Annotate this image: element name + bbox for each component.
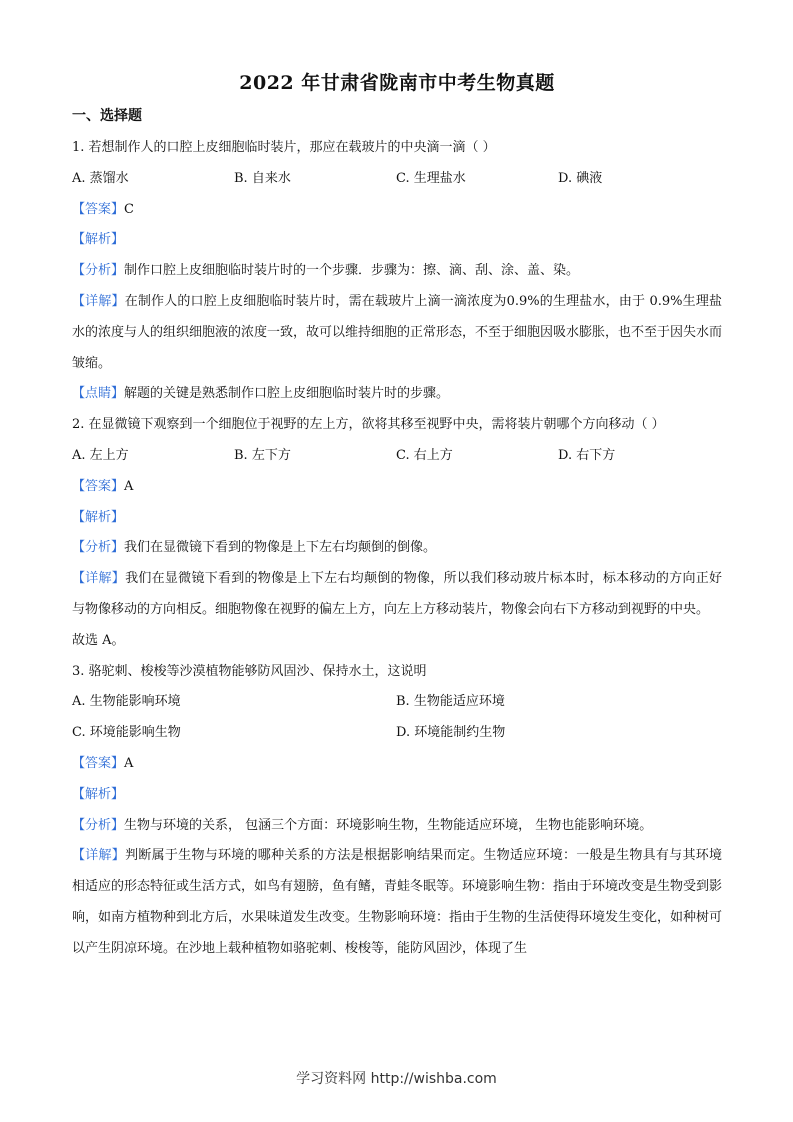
dianjing-tag: 【点睛】 <box>72 386 125 402</box>
question-3-answer <box>72 749 722 780</box>
document-page <box>72 68 722 965</box>
page-title: 2022 年甘肃省陇南市中考生物真题 <box>239 72 555 94</box>
option-a: A. 生物能影响环境 <box>72 694 181 710</box>
answer-tag: 【答案】 <box>72 755 125 771</box>
xiangjie-text: 在制作人的口腔上皮细胞临时装片时，需在载玻片上滴一滴浓度为0.9%的生理盐水，由于 0.9%生理盐水的浓度与人的组织细胞液的浓度一致，故可以维持细胞的正常形态，不至于细胞因吸水膨胀，也不至于因失水而皱缩。 <box>72 293 723 371</box>
question-2-xiangjie <box>72 564 722 626</box>
answer-tag: 【答案】 <box>72 478 125 494</box>
fenxi-tag: 【分析】 <box>72 263 125 279</box>
fenxi-text: 制作口腔上皮细胞临时装片时的一个步骤．步骤为：擦、滴、刮、涂、盖、染。 <box>124 263 580 279</box>
option-d: D. 环境能制约生物 <box>396 725 506 741</box>
question-3-options-row-2 <box>72 718 722 749</box>
question-1-analysis <box>72 225 722 256</box>
footer-watermark: 学习资料网 http://wishba.com <box>296 1071 497 1087</box>
question-2-analysis <box>72 503 722 534</box>
answer-value: A <box>124 478 134 494</box>
section-heading: 一、选择题 <box>72 108 142 124</box>
option-b: B. 左下方 <box>234 447 291 463</box>
fenxi-tag: 【分析】 <box>72 817 125 833</box>
analysis-tag: 【解析】 <box>72 509 125 525</box>
answer-value: C <box>124 201 134 217</box>
dianjing-text: 解题的关键是熟悉制作口腔上皮细胞临时装片时的步骤。 <box>124 386 450 402</box>
question-1-stem: 1. 若想制作人的口腔上皮细胞临时装片，那应在载玻片的中央滴一滴（ ） <box>72 140 496 155</box>
question-1-answer <box>72 195 722 226</box>
question-1-dianjing <box>72 379 722 410</box>
question-3-analysis <box>72 780 722 811</box>
question-3-xiangjie <box>72 841 722 964</box>
question-1-xiangjie <box>72 287 722 379</box>
question-1-fenxi <box>72 256 722 287</box>
question-2-conclusion: 故选 A。 <box>72 632 125 648</box>
fenxi-text: 我们在显微镜下看到的物像是上下左右均颠倒的倒像。 <box>124 540 437 556</box>
option-d: D. 碘液 <box>558 170 603 186</box>
fenxi-tag: 【分析】 <box>72 540 125 556</box>
option-c: C. 右上方 <box>396 447 453 463</box>
analysis-tag: 【解析】 <box>72 232 125 248</box>
option-d: D. 右下方 <box>558 447 616 463</box>
question-2-fenxi <box>72 533 722 564</box>
question-3-fenxi <box>72 811 722 842</box>
xiangjie-tag: 【详解】 <box>72 293 125 309</box>
question-2-stem: 2. 在显微镜下观察到一个细胞位于视野的左上方，欲将其移至视野中央，需将装片朝哪个方向移动（ ） <box>72 417 665 433</box>
option-c: C. 环境能影响生物 <box>72 725 181 741</box>
option-b: B. 自来水 <box>234 170 291 186</box>
answer-value: A <box>124 755 134 771</box>
question-3-options-row-1 <box>72 687 722 718</box>
question-1-options <box>72 164 722 195</box>
option-a: A. 蒸馏水 <box>72 170 129 186</box>
option-b: B. 生物能适应环境 <box>396 694 505 710</box>
fenxi-text: 生物与环境的关系， 包涵三个方面：环境影响生物，生物能适应环境， 生物也能影响环境。 <box>124 817 653 833</box>
xiangjie-text: 判断属于生物与环境的哪种关系的方法是根据影响结果而定。生物适应环境：一般是生物具有与其环境相适应的形态特征或生活方式，如鸟有翅膀，鱼有鳍，青蛙冬眠等。环境影响生物：指由于环境改变是生物受到影响，如南方植物种到北方后，水果味道发生改变。生物影响环境：指由于生物的生活使得环境发生变化，如种树可以产生阴凉环境。在沙地上载种植物如骆驼刺、梭梭等，能防风固沙，体现了生 <box>72 848 723 956</box>
option-a: A. 左上方 <box>72 447 129 463</box>
xiangjie-tag: 【详解】 <box>72 571 126 587</box>
answer-tag: 【答案】 <box>72 201 125 217</box>
analysis-tag: 【解析】 <box>72 786 125 802</box>
question-2-options <box>72 441 722 472</box>
xiangjie-text: 我们在显微镜下看到的物像是上下左右均颠倒的物像，所以我们移动玻片标本时，标本移动的方向正好与物像移动的方向相反。细胞物像在视野的偏左上方，向左上方移动装片，物像会向右下方移动到视野的中央。 <box>72 571 722 617</box>
xiangjie-tag: 【详解】 <box>72 848 126 864</box>
option-c: C. 生理盐水 <box>396 170 466 186</box>
question-3-stem: 3. 骆驼刺、梭梭等沙漠植物能够防风固沙、保持水土，这说明 <box>72 663 427 679</box>
question-2-answer <box>72 472 722 503</box>
